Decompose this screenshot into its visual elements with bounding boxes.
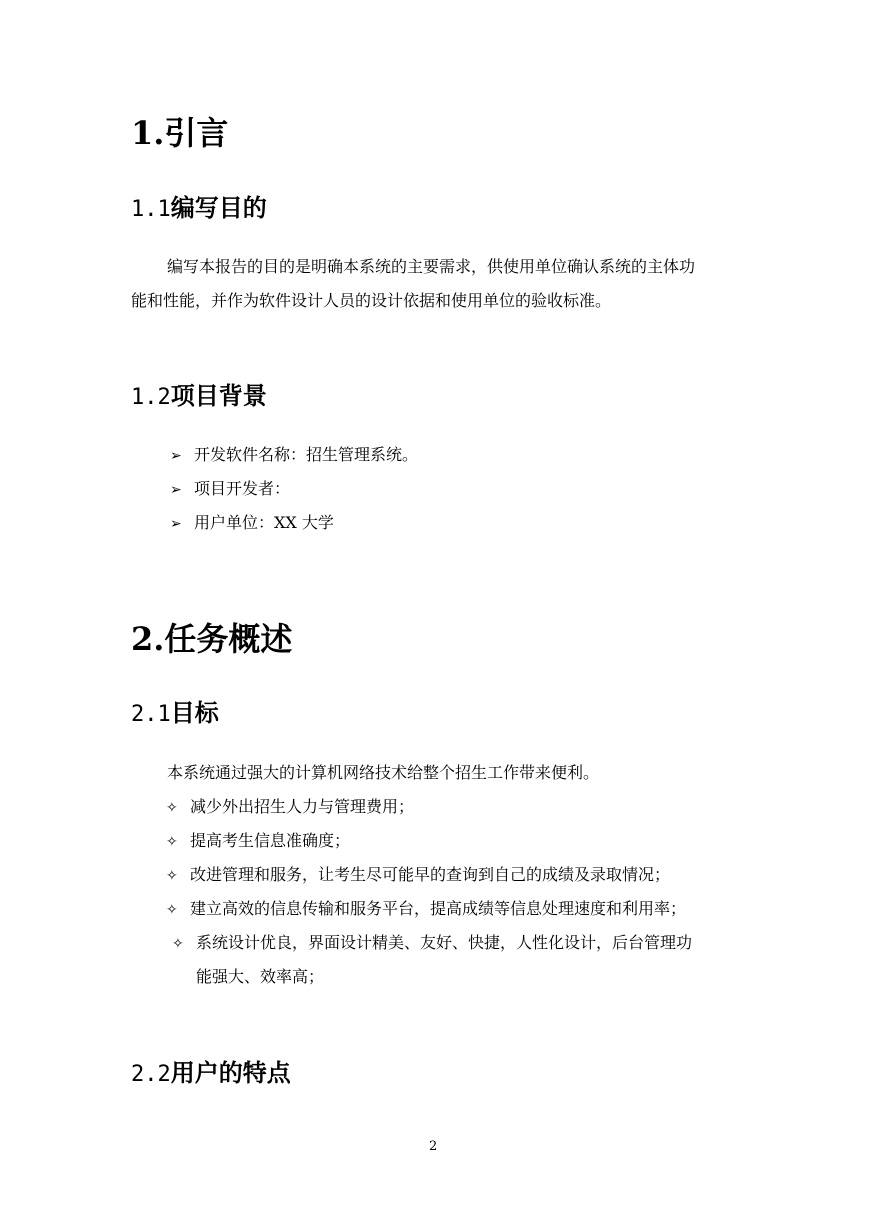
list-item: [170, 478, 290, 501]
heading-1-2: [131, 380, 267, 414]
paragraph-line: 能和性能，并作为软件设计人员的设计依据和使用单位的验收标准。: [131, 291, 612, 310]
heading-number: 1.2: [131, 385, 171, 410]
heading-title: 用户的特点: [170, 1058, 291, 1087]
paragraph-line: 编写本报告的目的是明确本系统的主要需求，供使用单位确认系统的主体功: [167, 257, 696, 276]
star-bullet-icon: ✧: [166, 868, 178, 884]
arrow-bullet-icon: ➢: [170, 482, 182, 498]
list-item-text: 建立高效的信息传输和服务平台，提高成绩等信息处理速度和利用率；: [190, 899, 687, 918]
list-item-text: 改进管理和服务，让考生尽可能早的查询到自己的成绩及录取情况；: [190, 865, 671, 884]
heading-number: 1.1: [131, 197, 171, 222]
list-item: [170, 444, 418, 467]
list-item-text: 用户单位：XX 大学: [194, 513, 334, 532]
star-bullet-icon: ✧: [172, 936, 184, 952]
list-item-text: 开发软件名称：招生管理系统。: [194, 445, 419, 464]
page-number: 2: [429, 1139, 438, 1154]
heading-title: 编写目的: [170, 193, 267, 222]
star-bullet-icon: ✧: [166, 800, 178, 816]
list-item: [172, 932, 692, 955]
star-bullet-icon: ✧: [166, 902, 178, 918]
list-item: [170, 512, 334, 535]
list-item: [166, 796, 414, 819]
list-item-continuation: 能强大、效率高；: [196, 967, 325, 986]
arrow-bullet-icon: ➢: [170, 448, 182, 464]
heading-number: 2.2: [131, 1062, 171, 1087]
heading-2-2: [131, 1057, 291, 1091]
list-item-text: 项目开发者：: [194, 479, 291, 498]
heading-title: 项目背景: [170, 381, 267, 410]
heading-title: 目标: [170, 698, 219, 727]
heading-1-1: [131, 192, 267, 226]
arrow-bullet-icon: ➢: [170, 516, 182, 532]
heading-2-task-overview: 2.任务概述: [131, 620, 293, 658]
star-bullet-icon: ✧: [166, 834, 178, 850]
heading-1-intro: 1.引言: [131, 114, 229, 152]
list-item-text: 提高考生信息准确度；: [190, 831, 351, 850]
list-item-text: 系统设计优良，界面设计精美、友好、快捷，人性化设计，后台管理功: [196, 933, 693, 952]
list-item: [166, 898, 686, 921]
paragraph-line: 本系统通过强大的计算机网络技术给整个招生工作带来便利。: [167, 763, 600, 782]
list-item: [166, 830, 350, 853]
list-item: [166, 864, 670, 887]
list-item-text: 减少外出招生人力与管理费用；: [190, 797, 415, 816]
heading-number: 2.1: [131, 702, 171, 727]
heading-2-1: [131, 697, 219, 731]
